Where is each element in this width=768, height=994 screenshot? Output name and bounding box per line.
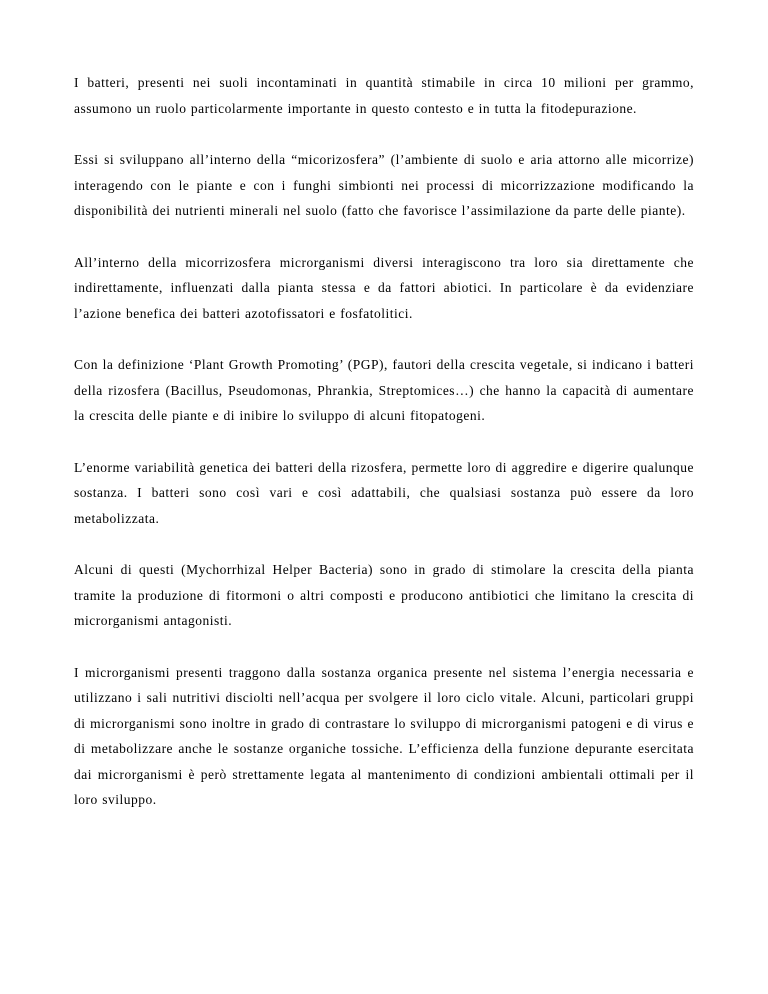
paragraph-6: Alcuni di questi (Mychorrhizal Helper Bacteria) sono in grado di stimolare la crescita della pianta tramite la produzione di fitormoni o altri composti e producono antibiotici che limitano la crescita di microrganismi antagonisti.: [74, 562, 694, 628]
document-page: [74, 70, 694, 839]
paragraph-5: L’enorme variabilità genetica dei batteri della rizosfera, permette loro di aggredire e digerire qualunque sostanza. I batteri sono così vari e così adattabili, che qualsiasi sostanza può essere da loro metabolizzata.: [74, 459, 694, 526]
paragraph-4: Con la definizione ‘Plant Growth Promoting’ (PGP), fautori della crescita vegetale, si indicano i batteri della rizosfera (Bacillus, Pseudomonas, Phrankia, Streptomices…) che hanno la capacità di aumentare la crescita delle piante e di inibire lo sviluppo di alcuni fitopatogeni.: [74, 357, 694, 423]
paragraph-1: I batteri, presenti nei suoli incontaminati in quantità stimabile in circa 10 milioni per grammo, assumono un ruolo particolarmente importante in questo contesto e in tutta la fitodepurazione.: [74, 75, 694, 116]
paragraph-7: I microrganismi presenti traggono dalla sostanza organica presente nel sistema l’energia necessaria e utilizzano i sali nutritivi disciolti nell’acqua per svolgere il loro ciclo vitale. Alcuni, particolari gruppi di microrganismi sono inoltre in grado di contrastare lo sviluppo di microrganismi patogeni e di virus e di metabolizzare anche le sostanze organiche tossiche. L’efficienza della funzione depurante esercitata dai microrganismi è però strettamente legata al mantenimento di condizioni ambientali ottimali per il loro sviluppo.: [74, 664, 694, 807]
paragraph-2: Essi si sviluppano all’interno della “micorizosfera” (l’ambiente di suolo e aria attorno alle micorrize) interagendo con le piante e con i funghi simbionti nei processi di micorrizzazione modificando la disponibilità dei nutrienti minerali nel suolo (fatto che favorisce l’assimilazione da parte delle piante).: [74, 152, 694, 218]
paragraph-3: All’interno della micorrizosfera microrganismi diversi interagiscono tra loro sia direttamente che indirettamente, influenzati dalla pianta stessa e da fattori abiotici. In particolare è da evidenziare l’azione benefica dei batteri azotofissatori e fosfatolitici.: [74, 254, 694, 321]
